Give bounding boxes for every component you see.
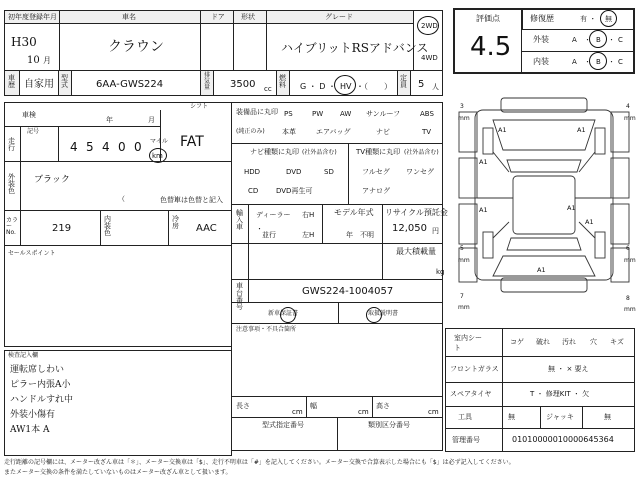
right-table-rule-2 xyxy=(445,382,635,383)
fuel-label: 燃料 xyxy=(279,74,286,89)
shift-value: FAT xyxy=(180,134,204,150)
side-unit: mm xyxy=(624,257,636,264)
checker-line-4: 外装小傷有 xyxy=(10,410,56,420)
inspection-year-unit: 年 xyxy=(106,116,113,124)
repair-selected: 無 xyxy=(605,15,612,23)
chassis-label: 車台番号 xyxy=(236,282,243,311)
navi-cd: CD xyxy=(248,187,259,195)
glass-label: フロントガラス xyxy=(450,365,499,373)
mgmt-label: 管理番号 xyxy=(452,436,480,444)
left-front-door xyxy=(459,158,477,198)
checker-line-5: AW1本 A xyxy=(10,425,50,435)
capacity-value: 5 xyxy=(418,79,425,90)
interior-grade-c: C xyxy=(618,58,623,66)
shift-label: シフト xyxy=(190,103,209,110)
first-reg-month: 10 xyxy=(27,55,40,66)
tv-analog: アナログ xyxy=(362,187,390,195)
score-value: 4.5 xyxy=(470,32,512,62)
warranty-new-car: 新車保証書 xyxy=(268,310,299,317)
grade-label-cell xyxy=(266,10,414,24)
class-label: 類別区分番号 xyxy=(368,421,410,429)
mileage-label-divider xyxy=(20,126,21,162)
import-dot: ・ xyxy=(256,225,263,233)
displacement-value: 3500 xyxy=(230,79,256,90)
jack-divider xyxy=(540,406,541,428)
side-unit: mm xyxy=(458,304,470,311)
warranty-block xyxy=(231,302,443,324)
interior-color-label: 内装色 xyxy=(104,215,111,237)
km-label: km xyxy=(152,152,163,160)
mileage-digit: 0 xyxy=(134,140,142,154)
rear-window xyxy=(507,238,581,250)
height-unit: cm xyxy=(428,408,439,416)
drive-other: 4WD xyxy=(421,54,438,62)
exterior-circle xyxy=(589,30,607,48)
reg-label: 車歴 xyxy=(8,74,15,89)
mileage-rule xyxy=(4,126,160,127)
fuel-label-cell xyxy=(276,70,290,96)
width-label: 幅 xyxy=(310,402,317,410)
navi-label: ナビ種類に丸印 xyxy=(250,148,299,156)
notes-block xyxy=(231,323,443,397)
rear-right-wheel xyxy=(595,232,605,258)
hood xyxy=(493,120,595,150)
repair-options: 有 ・ xyxy=(580,15,597,23)
first-reg-label: 初年度登録年月 xyxy=(8,13,57,21)
side-number: 7 xyxy=(460,293,464,300)
door-cell xyxy=(200,23,234,71)
auction-sheet: 初年度登録年月 車名 ドア 形状 グレード H30 10 月 クラウン ハイブリットRSアドバンス 2WD 4WD 車歴 自家用 型式 6AA-GWS224 排気量 3500 cc 燃料 G ・ D ・ HV ・（ ） 定員 5 人 評価点 4.5 修復歴 有 ・ 無 外装 A ・ B ・ C 内装 A ・ B ・ C 車検 年 月 シフト FAT 走行 記号 マイル km 外装色 ブラック （ ） 色替車は色替と記入 カラーNo. 219 内装色 冷房 AAC セールスポイント 検査記入欄 運転席しわい ピラー内張A小 ハンドルすれ中 外装小傷有 AW1本 A 装備品に丸印 (純正のみ) PS PW AW サンルーフ ABS 本革 エアバッグ ナビ TV ナビ種類に丸印 (社外品含む) HDD DVD SD CD DVD再生可 TV種類に丸印 (社外品含む) フルセグ ワンセグ アナログ 輸入車 ディーラー ・ 並行 右H 左H モデル年式 年 不明 リサイクル預託金 12,050 円 最大積載量 kg 車台番号 GWS224-1004057 新車保証書 取扱説明書 注意事項・不具合箇所 長さ cm 幅 cm 高さ cm 型式指定番号 類別区分番号 A1 A1 A1 A1 A1 A1 A1 3 mm 4 mm 5 mm 6 mm 7 mm 8 mm 室内シート コゲ 破れ 汚れ 穴 キズ フロントガラス 無 ・ × 要え スペアタイヤ T ・ 修理KIT ・ 欠 工具 無 ジャッキ 無 管理番号 01010000010000645364 走行距離の記号欄には、メーター改ざん車は「＊」、メーター交換車は「$」、走行不明車は「#」を記入してください。メーター交換で合算表示した場合にも「$」は必ず記入してください。 またメーター交換の条件を満たしていないものはメーター改ざん車として扱います。 4 5 4 0 0 xyxy=(0,0,640,480)
equipment-label-sub: (純正のみ) xyxy=(236,128,265,135)
color-paren: （ ） xyxy=(118,195,181,203)
seat-item-tear: 破れ xyxy=(536,338,550,346)
width-unit: cm xyxy=(358,408,369,416)
footer-line-2: またメーター交換の条件を満たしていないものはメーター改ざん車として扱います。 xyxy=(4,469,232,476)
damage-mark: A1 xyxy=(479,158,488,166)
ac-divider xyxy=(168,210,169,246)
import-left: 左H xyxy=(302,231,315,239)
recycle-unit: 円 xyxy=(432,227,439,235)
car-damage-diagram xyxy=(453,92,635,312)
dimensions-block xyxy=(231,396,443,418)
drive-circle xyxy=(417,16,439,35)
navi-hdd: HDD xyxy=(244,168,261,176)
tv-label: TV種類に丸印 xyxy=(356,148,401,156)
tv-fullseg: フルセグ xyxy=(362,168,390,176)
repair-circle xyxy=(600,10,617,27)
fuel-selected: HV xyxy=(340,82,352,91)
repair-label: 修復歴 xyxy=(530,14,554,23)
capacity-unit: 人 xyxy=(432,83,439,91)
warranty-new-car-circle xyxy=(280,307,296,323)
color-label: 外装色 xyxy=(8,173,15,195)
right-table-rule-4 xyxy=(445,428,635,429)
glass-value: 無 ・ × 要え xyxy=(548,365,589,373)
equip-abs: ABS xyxy=(420,110,434,118)
chassis-label-divider xyxy=(248,279,249,303)
code-label-divider xyxy=(20,210,21,246)
recycle-value: 12,050 xyxy=(392,223,427,234)
ac-label: 冷房 xyxy=(172,215,179,230)
first-reg-label-cell xyxy=(4,10,60,24)
import-dealer: ディーラー xyxy=(256,211,291,219)
shape-label-cell xyxy=(233,10,267,24)
jack-value-divider xyxy=(582,406,583,428)
side-number: 4 xyxy=(626,103,630,110)
rear-left-wheel xyxy=(483,232,493,258)
grade-cell xyxy=(266,23,429,71)
equip-aw: AW xyxy=(340,110,352,118)
import-right: 右H xyxy=(302,211,315,219)
equip-sunroof: サンルーフ xyxy=(366,110,401,118)
shape-label: 形状 xyxy=(241,13,255,21)
seat-item-hole: 穴 xyxy=(590,338,597,346)
warranty-manual-circle xyxy=(366,307,382,323)
sales-point-block xyxy=(4,245,232,347)
model-label-cell xyxy=(58,70,72,96)
side-number: 8 xyxy=(626,295,630,302)
side-unit: mm xyxy=(458,257,470,264)
reg-value: 自家用 xyxy=(24,79,54,90)
checker-line-3: ハンドルすれ中 xyxy=(10,395,74,405)
roof xyxy=(513,176,575,234)
inspection-label: 車検 xyxy=(22,111,36,119)
equipment-label: 装備品に丸印 xyxy=(236,108,278,116)
jack-value: 無 xyxy=(604,413,611,421)
car-name: クラウン xyxy=(108,39,164,55)
spare-label: スペアタイヤ xyxy=(450,390,492,398)
interior-label: 内装 xyxy=(533,57,549,66)
fuel-circle xyxy=(334,75,356,95)
windshield xyxy=(507,160,581,172)
notes-label: 注意事項・不具合箇所 xyxy=(236,326,297,333)
import-label-divider xyxy=(248,204,249,280)
mileage-label: 走行 xyxy=(8,137,15,152)
drive-selected: 2WD xyxy=(421,22,438,30)
side-number: 5 xyxy=(460,245,464,252)
mgmt-value: 01010000010000645364 xyxy=(512,435,614,444)
score-rule xyxy=(522,51,635,52)
navi-label-sub: (社外品含む) xyxy=(302,149,337,156)
navi-dvd: DVD xyxy=(286,168,302,176)
displacement-label: 排気量 xyxy=(204,72,211,91)
model-year-divider xyxy=(322,204,323,244)
color-label-divider xyxy=(20,161,21,211)
left-rear-door xyxy=(459,204,477,244)
side-number: 3 xyxy=(460,103,464,110)
equip-leather: 本革 xyxy=(282,128,296,136)
damage-mark: A1 xyxy=(479,206,488,214)
displacement-unit: cc xyxy=(264,85,272,93)
import-label: 輸入車 xyxy=(236,209,243,231)
interior-grade-a: A xyxy=(572,58,577,66)
warranty-divider xyxy=(338,302,339,324)
mileage-symbol-divider xyxy=(58,126,59,162)
type-divider xyxy=(337,417,338,451)
car-name-label: 車名 xyxy=(122,13,136,21)
first-reg-month-unit: 月 xyxy=(43,56,51,65)
model-year-value: 年 不明 xyxy=(346,231,374,239)
mile-label: マイル xyxy=(150,138,168,145)
front-left-wheel xyxy=(483,128,493,154)
length-unit: cm xyxy=(292,408,303,416)
damage-mark: A1 xyxy=(567,204,576,212)
model-label: 型式 xyxy=(61,74,68,89)
interior-grade-b: B xyxy=(596,58,601,66)
grade-value: ハイブリットRSアドバンス xyxy=(281,41,429,55)
equip-airbag: エアバッグ xyxy=(316,128,351,136)
code-label: カラーNo. xyxy=(6,217,19,236)
car-name-label-cell xyxy=(59,10,201,24)
seat-label: 室内シート xyxy=(454,334,482,352)
fuel-options: G ・ D ・ xyxy=(300,82,336,91)
navi-sd: SD xyxy=(324,168,334,176)
damage-mark: A1 xyxy=(577,126,586,134)
front-right-wheel xyxy=(595,128,605,154)
checker-label: 検査記入欄 xyxy=(8,352,39,359)
type-label: 型式指定番号 xyxy=(262,421,304,429)
door-label-cell xyxy=(200,10,234,24)
length-label: 長さ xyxy=(236,402,250,410)
import-parallel: 並行 xyxy=(262,231,276,239)
right-front-door xyxy=(611,158,629,198)
spare-value: T ・ 修理KIT ・ 欠 xyxy=(530,390,590,398)
tv-oneseg: ワンセグ xyxy=(406,168,434,176)
tv-label-sub: (社外品含む) xyxy=(404,149,439,156)
capacity-label-cell xyxy=(397,70,411,96)
height-divider xyxy=(372,396,373,418)
car-body-outline xyxy=(475,110,613,280)
car-name-cell xyxy=(59,23,201,71)
equip-pw: PW xyxy=(312,110,324,118)
side-unit: mm xyxy=(624,115,636,122)
displacement-label-cell xyxy=(200,70,214,96)
navi-dvd-play: DVD再生可 xyxy=(276,187,313,195)
right-table-col xyxy=(502,328,503,452)
load-unit: kg xyxy=(436,268,445,276)
side-number: 6 xyxy=(626,245,630,252)
equip-ps: PS xyxy=(284,110,293,118)
equip-tv: TV xyxy=(422,128,432,136)
mileage-digit: 0 xyxy=(118,140,126,154)
width-divider xyxy=(306,396,307,418)
color-note: 色替車は色替と記入 xyxy=(160,196,223,204)
sales-point-label: セールスポイント xyxy=(8,250,56,257)
right-rear-door xyxy=(611,204,629,244)
tool-value: 無 xyxy=(508,413,515,421)
model-value: 6AA-GWS224 xyxy=(96,79,164,90)
checker-line-1: 運転席しわい xyxy=(10,365,65,375)
side-unit: mm xyxy=(624,306,636,313)
damage-mark: A1 xyxy=(498,126,507,134)
model-year-label: モデル年式 xyxy=(334,208,374,217)
mileage-digit: 5 xyxy=(86,140,94,154)
exterior-grade-b: B xyxy=(596,36,601,44)
mileage-symbol-label: 記号 xyxy=(27,128,40,135)
inspection-month-unit: 月 xyxy=(148,116,155,124)
seat-item-scratch: キズ xyxy=(610,338,624,346)
chassis-value: GWS224-1004057 xyxy=(302,286,394,297)
mileage-digit: 4 xyxy=(102,140,110,154)
checker-line-2: ピラー内張A小 xyxy=(10,380,71,390)
exterior-grade-a: A xyxy=(572,36,577,44)
seat-item-burn: コゲ xyxy=(510,338,524,346)
seat-item-stain: 汚れ xyxy=(562,338,576,346)
first-reg-cell xyxy=(4,23,60,71)
color-value: ブラック xyxy=(34,175,70,185)
ac-value: AAC xyxy=(196,223,217,234)
interior-color-divider xyxy=(100,210,101,246)
equip-navi: ナビ xyxy=(376,128,390,136)
height-label: 高さ xyxy=(376,402,390,410)
jack-label: ジャッキ xyxy=(546,413,574,421)
interior-circle xyxy=(589,52,607,70)
right-table-rule-1 xyxy=(445,356,635,357)
grade-label: グレード xyxy=(325,13,353,21)
exterior-grade-c: C xyxy=(618,36,623,44)
footer-line-1: 走行距離の記号欄には、メーター改ざん車は「＊」、メーター交換車は「$」、走行不明車は「#」を記入してください。メーター交換で合算表示した場合にも「$」は必ず記入してください。 xyxy=(4,459,515,466)
door-label: ドア xyxy=(211,13,225,21)
left-rear-fender xyxy=(459,245,477,282)
side-unit: mm xyxy=(458,115,470,122)
first-reg-year: H30 xyxy=(11,35,37,49)
tool-label: 工具 xyxy=(458,413,472,421)
reg-label-cell xyxy=(4,70,20,96)
recycle-label: リサイクル預託金 xyxy=(385,208,448,217)
damage-mark: A1 xyxy=(537,266,546,274)
shape-cell xyxy=(233,23,267,71)
capacity-label: 定員 xyxy=(400,74,407,89)
mileage-digit: 4 xyxy=(70,140,78,154)
fuel-paren: ・（ ） xyxy=(356,82,392,91)
damage-mark: A1 xyxy=(585,218,594,226)
warranty-manual: 取扱説明書 xyxy=(368,310,399,317)
score-label: 評価点 xyxy=(476,14,500,23)
load-label: 最大積載量 xyxy=(396,247,436,256)
code-value: 219 xyxy=(52,223,72,234)
exterior-label: 外装 xyxy=(533,35,549,44)
